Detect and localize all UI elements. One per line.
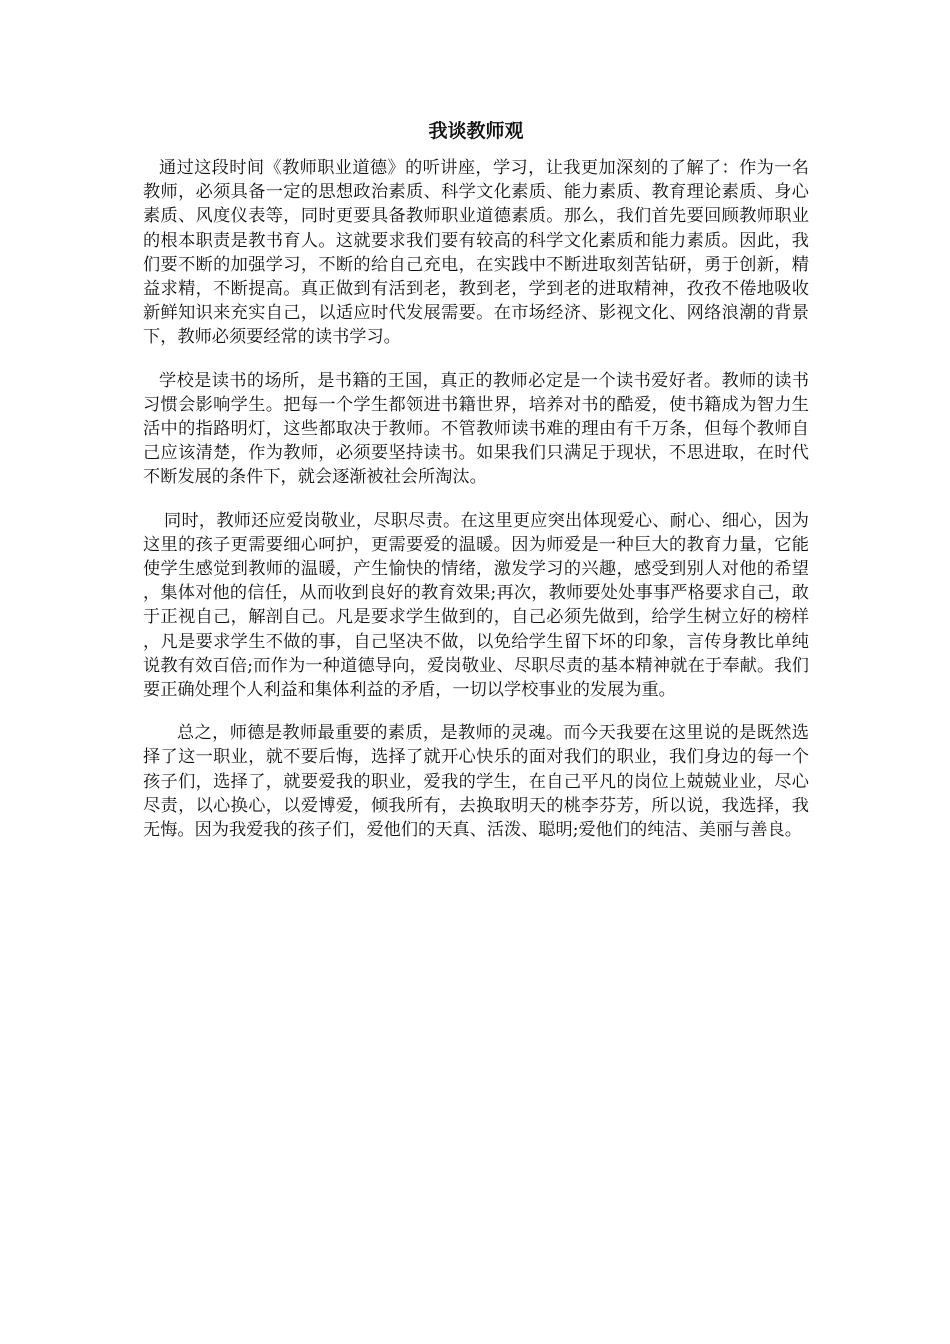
document-page — [143, 118, 809, 861]
paragraph-4: 总之，师德是教师最重要的素质，是教师的灵魂。而今天我要在这里说的是既然选择了这一职业，就不要后悔，选择了就开心快乐的面对我们的职业，我们身边的每一个孩子们，选择了，就要爱我的职业，爱我的学生，在自己平凡的岗位上兢兢业业，尽心尽责，以心换心，以爱博爱，倾我所有，去换取明天的桃李芬芳，所以说，我选择，我无悔。因为我爱我的孩子们，爱他们的天真、活泼、聪明;爱他们的纯洁、美丽与善良。 — [143, 723, 809, 841]
paragraph-2: 学校是读书的场所，是书籍的王国，真正的教师必定是一个读书爱好者。教师的读书习惯会影响学生。把每一个学生都领进书籍世界，培养对书的酷爱，使书籍成为智力生活中的指路明灯，这些都取决于教师。不管教师读书难的理由有千万条，但每个教师自己应该清楚，作为教师，必须要坚持读书。如果我们只满足于现状，不思进取，在时代不断发展的条件下，就会逐渐被社会所淘汰。 — [143, 370, 809, 488]
paragraph-1: 通过这段时间《教师职业道德》的听讲座，学习，让我更加深刻的了解了：作为一名教师，必须具备一定的思想政治素质、科学文化素质、能力素质、教育理论素质、身心素质、风度仪表等，同时更要具备教师职业道德素质。那么，我们首先要回顾教师职业的根本职责是教书育人。这就要求我们要有较高的科学文化素质和能力素质。因此，我们要不断的加强学习，不断的给自己充电，在实践中不断进取刻苦钻研，勇于创新，精益求精，不断提高。真正做到有活到老，教到老，学到老的进取精神，孜孜不倦地吸收新鲜知识来充实自己，以适应时代发展需要。在市场经济、影视文化、网络浪潮的背景下，教师必须要经常的读书学习。 — [143, 158, 809, 348]
document-title: 我谈教师观 — [428, 120, 524, 142]
paragraph-3: 同时，教师还应爱岗敬业，尽职尽责。在这里更应突出体现爱心、耐心、细心，因为这里的孩子更需要细心呵护，更需要爱的温暖。因为师爱是一种巨大的教育力量，它能使学生感觉到教师的温暖，产生愉快的情绪，激发学习的兴趣，感受到别人对他的希望，集体对他的信任，从而收到良好的教育效果;再次，教师要处处事事严格要求自己，敢于正视自己，解剖自己。凡是要求学生做到的，自己必须先做到，给学生树立好的榜样，凡是要求学生不做的事，自己坚决不做，以免给学生留下坏的印象，言传身教比单纯说教有效百倍;而作为一种道德导向，爱岗敬业、尽职尽责的基本精神就在于奉献。我们要正确处理个人利益和集体利益的矛盾，一切以学校事业的发展为重。 — [143, 510, 809, 701]
